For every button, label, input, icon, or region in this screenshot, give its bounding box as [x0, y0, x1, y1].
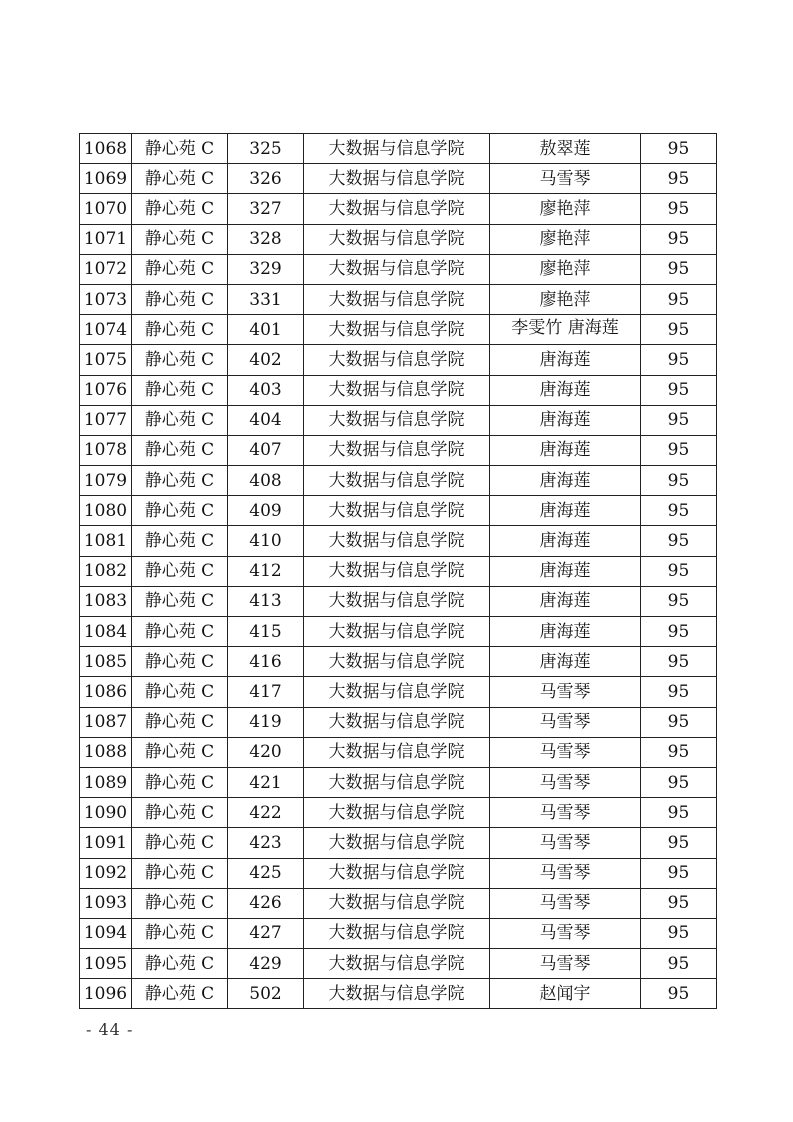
cell-room: 425	[228, 858, 304, 888]
cell-college: 大数据与信息学院	[304, 979, 490, 1009]
cell-no: 1088	[80, 737, 132, 767]
cell-manager: 廖艳萍	[490, 284, 641, 314]
cell-score: 95	[641, 435, 717, 465]
table-row	[80, 556, 717, 586]
cell-score: 95	[641, 254, 717, 284]
cell-room: 327	[228, 194, 304, 224]
cell-score: 95	[641, 164, 717, 194]
cell-score: 95	[641, 496, 717, 526]
cell-room: 502	[228, 979, 304, 1009]
cell-no: 1080	[80, 496, 132, 526]
cell-manager: 唐海莲	[490, 617, 641, 647]
table-row	[80, 134, 717, 164]
table-row	[80, 828, 717, 858]
table-row	[80, 345, 717, 375]
table-row	[80, 767, 717, 797]
cell-room: 403	[228, 375, 304, 405]
cell-room: 325	[228, 134, 304, 164]
cell-building: 静心苑 C	[132, 918, 228, 948]
cell-room: 420	[228, 737, 304, 767]
cell-score: 95	[641, 828, 717, 858]
cell-building: 静心苑 C	[132, 164, 228, 194]
cell-building: 静心苑 C	[132, 345, 228, 375]
table-row	[80, 164, 717, 194]
cell-building: 静心苑 C	[132, 435, 228, 465]
cell-room: 419	[228, 707, 304, 737]
cell-college: 大数据与信息学院	[304, 918, 490, 948]
cell-manager: 马雪琴	[490, 767, 641, 797]
cell-building: 静心苑 C	[132, 586, 228, 616]
cell-college: 大数据与信息学院	[304, 164, 490, 194]
table-row	[80, 194, 717, 224]
cell-score: 95	[641, 586, 717, 616]
cell-manager: 马雪琴	[490, 858, 641, 888]
cell-college: 大数据与信息学院	[304, 677, 490, 707]
cell-score: 95	[641, 556, 717, 586]
cell-score: 95	[641, 888, 717, 918]
cell-no: 1076	[80, 375, 132, 405]
cell-manager	[490, 315, 641, 345]
cell-building: 静心苑 C	[132, 979, 228, 1009]
cell-building: 静心苑 C	[132, 798, 228, 828]
cell-manager: 马雪琴	[490, 164, 641, 194]
cell-manager: 唐海莲	[490, 405, 641, 435]
cell-building: 静心苑 C	[132, 526, 228, 556]
cell-no: 1084	[80, 617, 132, 647]
cell-manager: 马雪琴	[490, 737, 641, 767]
table-row	[80, 737, 717, 767]
cell-college: 大数据与信息学院	[304, 254, 490, 284]
cell-room: 415	[228, 617, 304, 647]
table-row	[80, 496, 717, 526]
table-row	[80, 798, 717, 828]
cell-building: 静心苑 C	[132, 134, 228, 164]
cell-no: 1085	[80, 647, 132, 677]
cell-college: 大数据与信息学院	[304, 647, 490, 677]
cell-score: 95	[641, 798, 717, 828]
table-row	[80, 858, 717, 888]
cell-college: 大数据与信息学院	[304, 496, 490, 526]
cell-score: 95	[641, 767, 717, 797]
cell-room: 412	[228, 556, 304, 586]
cell-manager: 唐海莲	[490, 647, 641, 677]
cell-manager: 廖艳萍	[490, 194, 641, 224]
cell-building: 静心苑 C	[132, 375, 228, 405]
cell-room: 404	[228, 405, 304, 435]
cell-manager: 唐海莲	[490, 435, 641, 465]
cell-manager: 唐海莲	[490, 496, 641, 526]
cell-room: 422	[228, 798, 304, 828]
cell-score: 95	[641, 134, 717, 164]
cell-no: 1078	[80, 435, 132, 465]
cell-score: 95	[641, 949, 717, 979]
table-row	[80, 949, 717, 979]
cell-no: 1077	[80, 405, 132, 435]
cell-room: 421	[228, 767, 304, 797]
cell-building: 静心苑 C	[132, 737, 228, 767]
cell-score: 95	[641, 375, 717, 405]
cell-no: 1069	[80, 164, 132, 194]
cell-college: 大数据与信息学院	[304, 345, 490, 375]
cell-no: 1071	[80, 224, 132, 254]
cell-room: 423	[228, 828, 304, 858]
cell-no: 1072	[80, 254, 132, 284]
table-row	[80, 707, 717, 737]
table-row	[80, 677, 717, 707]
cell-no: 1091	[80, 828, 132, 858]
cell-no: 1096	[80, 979, 132, 1009]
cell-no: 1086	[80, 677, 132, 707]
cell-room: 408	[228, 466, 304, 496]
cell-score: 95	[641, 707, 717, 737]
cell-manager: 马雪琴	[490, 707, 641, 737]
cell-no: 1073	[80, 284, 132, 314]
cell-manager: 赵闻宇	[490, 979, 641, 1009]
cell-room: 407	[228, 435, 304, 465]
table-row	[80, 888, 717, 918]
cell-building: 静心苑 C	[132, 194, 228, 224]
cell-manager: 敖翠莲	[490, 134, 641, 164]
cell-college: 大数据与信息学院	[304, 194, 490, 224]
cell-no: 1075	[80, 345, 132, 375]
cell-score: 95	[641, 466, 717, 496]
cell-room: 417	[228, 677, 304, 707]
cell-manager: 廖艳萍	[490, 224, 641, 254]
table-row	[80, 315, 717, 345]
cell-no: 1094	[80, 918, 132, 948]
cell-building: 静心苑 C	[132, 677, 228, 707]
cell-building: 静心苑 C	[132, 707, 228, 737]
cell-college: 大数据与信息学院	[304, 405, 490, 435]
cell-building: 静心苑 C	[132, 647, 228, 677]
cell-college: 大数据与信息学院	[304, 375, 490, 405]
cell-building: 静心苑 C	[132, 858, 228, 888]
cell-college: 大数据与信息学院	[304, 858, 490, 888]
cell-building: 静心苑 C	[132, 949, 228, 979]
cell-building: 静心苑 C	[132, 254, 228, 284]
cell-no: 1093	[80, 888, 132, 918]
cell-college: 大数据与信息学院	[304, 556, 490, 586]
cell-manager-text: 李雯竹 唐海莲	[511, 318, 619, 339]
cell-college: 大数据与信息学院	[304, 767, 490, 797]
table-row	[80, 647, 717, 677]
cell-no: 1095	[80, 949, 132, 979]
cell-college: 大数据与信息学院	[304, 617, 490, 647]
cell-no: 1079	[80, 466, 132, 496]
cell-college: 大数据与信息学院	[304, 586, 490, 616]
cell-room: 328	[228, 224, 304, 254]
dormitory-score-table	[79, 133, 717, 1009]
cell-score: 95	[641, 677, 717, 707]
cell-college: 大数据与信息学院	[304, 435, 490, 465]
cell-score: 95	[641, 918, 717, 948]
cell-manager: 廖艳萍	[490, 254, 641, 284]
cell-manager: 马雪琴	[490, 949, 641, 979]
cell-no: 1074	[80, 315, 132, 345]
cell-score: 95	[641, 224, 717, 254]
cell-no: 1070	[80, 194, 132, 224]
cell-room: 402	[228, 345, 304, 375]
table-row	[80, 526, 717, 556]
cell-no: 1081	[80, 526, 132, 556]
cell-college: 大数据与信息学院	[304, 828, 490, 858]
cell-college: 大数据与信息学院	[304, 284, 490, 314]
cell-score: 95	[641, 979, 717, 1009]
cell-college: 大数据与信息学院	[304, 526, 490, 556]
table-row	[80, 435, 717, 465]
cell-room: 416	[228, 647, 304, 677]
cell-building: 静心苑 C	[132, 496, 228, 526]
table-row	[80, 617, 717, 647]
cell-no: 1083	[80, 586, 132, 616]
cell-no: 1090	[80, 798, 132, 828]
cell-building: 静心苑 C	[132, 828, 228, 858]
table-row	[80, 918, 717, 948]
table-row	[80, 466, 717, 496]
cell-score: 95	[641, 345, 717, 375]
cell-room: 331	[228, 284, 304, 314]
cell-room: 429	[228, 949, 304, 979]
cell-score: 95	[641, 284, 717, 314]
table-row	[80, 375, 717, 405]
cell-room: 409	[228, 496, 304, 526]
table-row	[80, 586, 717, 616]
cell-building: 静心苑 C	[132, 466, 228, 496]
cell-manager: 唐海莲	[490, 466, 641, 496]
cell-score: 95	[641, 405, 717, 435]
cell-manager: 唐海莲	[490, 345, 641, 375]
cell-building: 静心苑 C	[132, 767, 228, 797]
cell-room: 326	[228, 164, 304, 194]
cell-no: 1068	[80, 134, 132, 164]
table-row	[80, 254, 717, 284]
cell-room: 427	[228, 918, 304, 948]
cell-room: 329	[228, 254, 304, 284]
page-number: - 44 -	[86, 1020, 134, 1039]
cell-room: 410	[228, 526, 304, 556]
table-row	[80, 405, 717, 435]
cell-manager: 马雪琴	[490, 677, 641, 707]
cell-building: 静心苑 C	[132, 617, 228, 647]
cell-manager: 马雪琴	[490, 798, 641, 828]
table-row	[80, 284, 717, 314]
cell-college: 大数据与信息学院	[304, 888, 490, 918]
cell-manager: 唐海莲	[490, 375, 641, 405]
cell-college: 大数据与信息学院	[304, 949, 490, 979]
cell-building: 静心苑 C	[132, 556, 228, 586]
cell-college: 大数据与信息学院	[304, 224, 490, 254]
cell-building: 静心苑 C	[132, 284, 228, 314]
cell-building: 静心苑 C	[132, 888, 228, 918]
cell-room: 426	[228, 888, 304, 918]
cell-manager: 唐海莲	[490, 556, 641, 586]
cell-college: 大数据与信息学院	[304, 798, 490, 828]
table-body	[80, 134, 717, 1009]
cell-college: 大数据与信息学院	[304, 134, 490, 164]
cell-score: 95	[641, 194, 717, 224]
cell-manager: 马雪琴	[490, 918, 641, 948]
cell-manager: 马雪琴	[490, 888, 641, 918]
cell-no: 1087	[80, 707, 132, 737]
table-row	[80, 979, 717, 1009]
cell-score: 95	[641, 858, 717, 888]
cell-room: 413	[228, 586, 304, 616]
cell-room: 401	[228, 315, 304, 345]
cell-building: 静心苑 C	[132, 224, 228, 254]
cell-score: 95	[641, 617, 717, 647]
cell-manager: 唐海莲	[490, 526, 641, 556]
cell-manager: 唐海莲	[490, 586, 641, 616]
cell-no: 1092	[80, 858, 132, 888]
cell-college: 大数据与信息学院	[304, 707, 490, 737]
cell-college: 大数据与信息学院	[304, 315, 490, 345]
cell-score: 95	[641, 647, 717, 677]
table-row	[80, 224, 717, 254]
cell-college: 大数据与信息学院	[304, 466, 490, 496]
cell-building: 静心苑 C	[132, 405, 228, 435]
cell-no: 1089	[80, 767, 132, 797]
cell-building: 静心苑 C	[132, 315, 228, 345]
cell-score: 95	[641, 737, 717, 767]
cell-score: 95	[641, 315, 717, 345]
cell-college: 大数据与信息学院	[304, 737, 490, 767]
cell-manager: 马雪琴	[490, 828, 641, 858]
cell-score: 95	[641, 526, 717, 556]
cell-no: 1082	[80, 556, 132, 586]
